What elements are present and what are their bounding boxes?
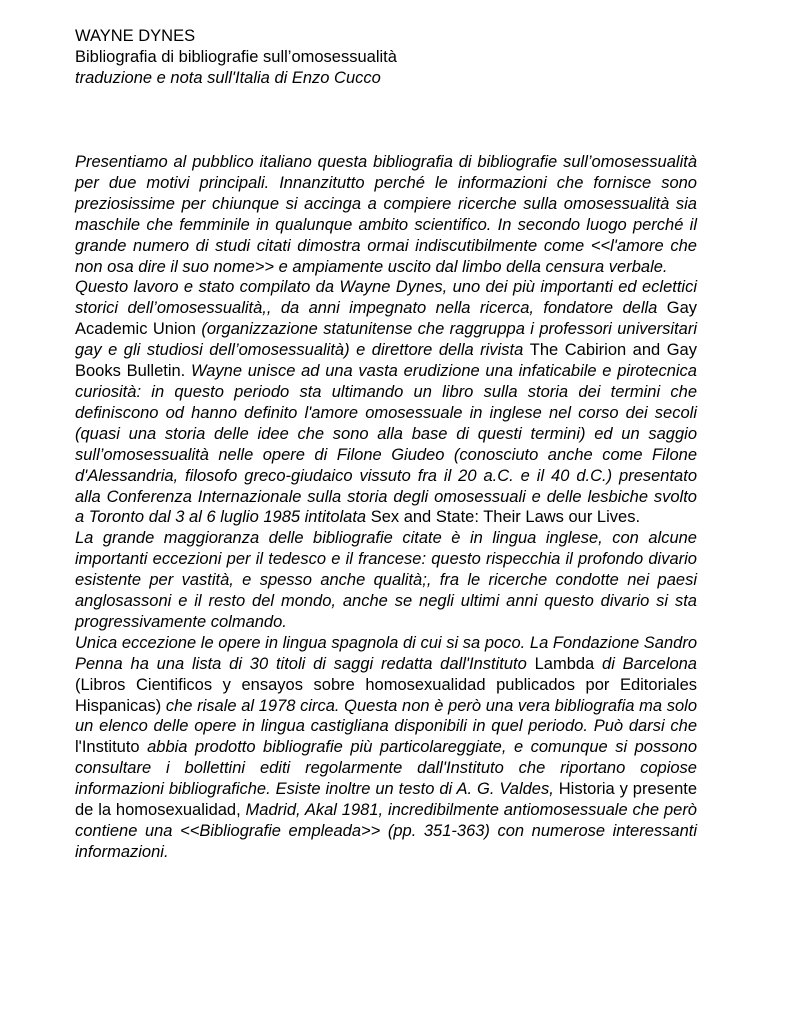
- document-header: [75, 26, 715, 89]
- institute-reference: l'Instituto: [75, 738, 140, 757]
- journal-name: The Cabirion and Gay Books Bulletin.: [75, 341, 697, 381]
- institute-name: Lambda: [534, 654, 595, 673]
- list-title: (Libros Cientificos y ensayos sobre homosexualidad publicados por Editoriales Hispanicas): [75, 675, 697, 715]
- author-name: WAYNE DYNES: [75, 27, 196, 45]
- intro-text: Presentiamo al pubblico italiano questa bibliografia di bibliografie sull’omosessualità per due motivi principali. Innanzitutto perché le informazioni che fornisce sono preziosissime per chiunque si accinga a compiere ricerche sulla omosessualità sia maschile che femminile in qualunque ambito scientifico. In secondo luogo perché il grande numero di studi citati dimostra ormai indiscutibilmente come <<l'amore che non osa dire il suo nome>> e ampiamente uscito dal limbo della censura verbale.: [75, 153, 697, 276]
- spanish-text-3: che risale al 1978 circa. Questa non è però una vera bibliografia ma solo un elenco delle opere in lingua castigliana disponibili in quel periodo. Può darsi che: [75, 696, 697, 736]
- document-subtitle: traduzione e nota sull'Italia di Enzo Cucco: [75, 69, 381, 87]
- paragraph-languages: [75, 528, 697, 633]
- document-body: [75, 152, 697, 863]
- organization-name: Gay Academic Union: [75, 299, 697, 339]
- book-title: Historia y presente de la homosexualidad,: [75, 780, 698, 820]
- spanish-text-4: abbia prodotto bibliografie più particolareggiate, e comunque si possono consultare i bollettini editi regolarmente dall'Instituto che riportano copiose informazioni bibliografiche. Esiste inoltre un testo di A. G. Valdes,: [75, 738, 697, 799]
- spanish-text-5: Madrid, Akal 1981, incredibilmente antiomosessuale che però contiene una <<Bibliografie empleada>> (pp. 351-363) con numerose interessanti informazioni.: [75, 801, 697, 861]
- languages-text: La grande maggioranza delle bibliografie citate è in lingua inglese, con alcune importanti eccezioni per il tedesco e il francese: questo rispecchia il profondo divario esistente per vastità, e spesso anche qualità;, fra le ricerche condotte nei paesi anglosassoni e il resto del mondo, anche se negli ultimi anni questo divario si sta progressivamente colmando.: [75, 529, 697, 631]
- document-title: Bibliografia di bibliografie sull’omosessualità: [75, 48, 397, 66]
- paragraph-intro: [75, 152, 697, 277]
- bio-text-1: Questo lavoro e stato compilato da Wayne Dynes, uno dei più importanti ed eclettici storici dell’omosessualità,, da anni impegnato nella ricerca, fondatore della: [75, 278, 697, 318]
- paragraph-author-bio: [75, 277, 697, 528]
- bio-text-2: (organizzazione statunitense che raggruppa i professori universitari gay e gli studiosi dell’omosessualità) e direttore della rivista: [75, 320, 697, 360]
- paragraph-spanish-works: [75, 633, 697, 863]
- conference-title: Sex and State: Their Laws our Lives.: [370, 508, 641, 527]
- spanish-text-2: di Barcelona: [594, 654, 697, 673]
- bio-text-3: Wayne unisce ad una vasta erudizione una infaticabile e pirotecnica curiosità: in questo periodo sta ultimando un libro sulla storia dei termini che definiscono od hanno definito l'amore omosessuale in inglese nel corso dei secoli (quasi una storia delle idee che sono alla base di questi termini) ed un saggio sull’omosessualità nelle opere di Filone Giudeo (conosciuto anche come Filone d'Alessandria, filosofo greco-giudaico vissuto fra il 20 a.C. e il 40 d.C.) presentato alla Conferenza Internazionale sulla storia degli omosessuali e delle lesbiche svolto a Toronto dal 3 al 6 luglio 1985 intitolata: [75, 362, 697, 527]
- spanish-text-1: Unica eccezione le opere in lingua spagnola di cui si sa poco. La Fondazione Sandro Penna ha una lista di 30 titoli di saggi redatta dall'Instituto: [75, 633, 697, 673]
